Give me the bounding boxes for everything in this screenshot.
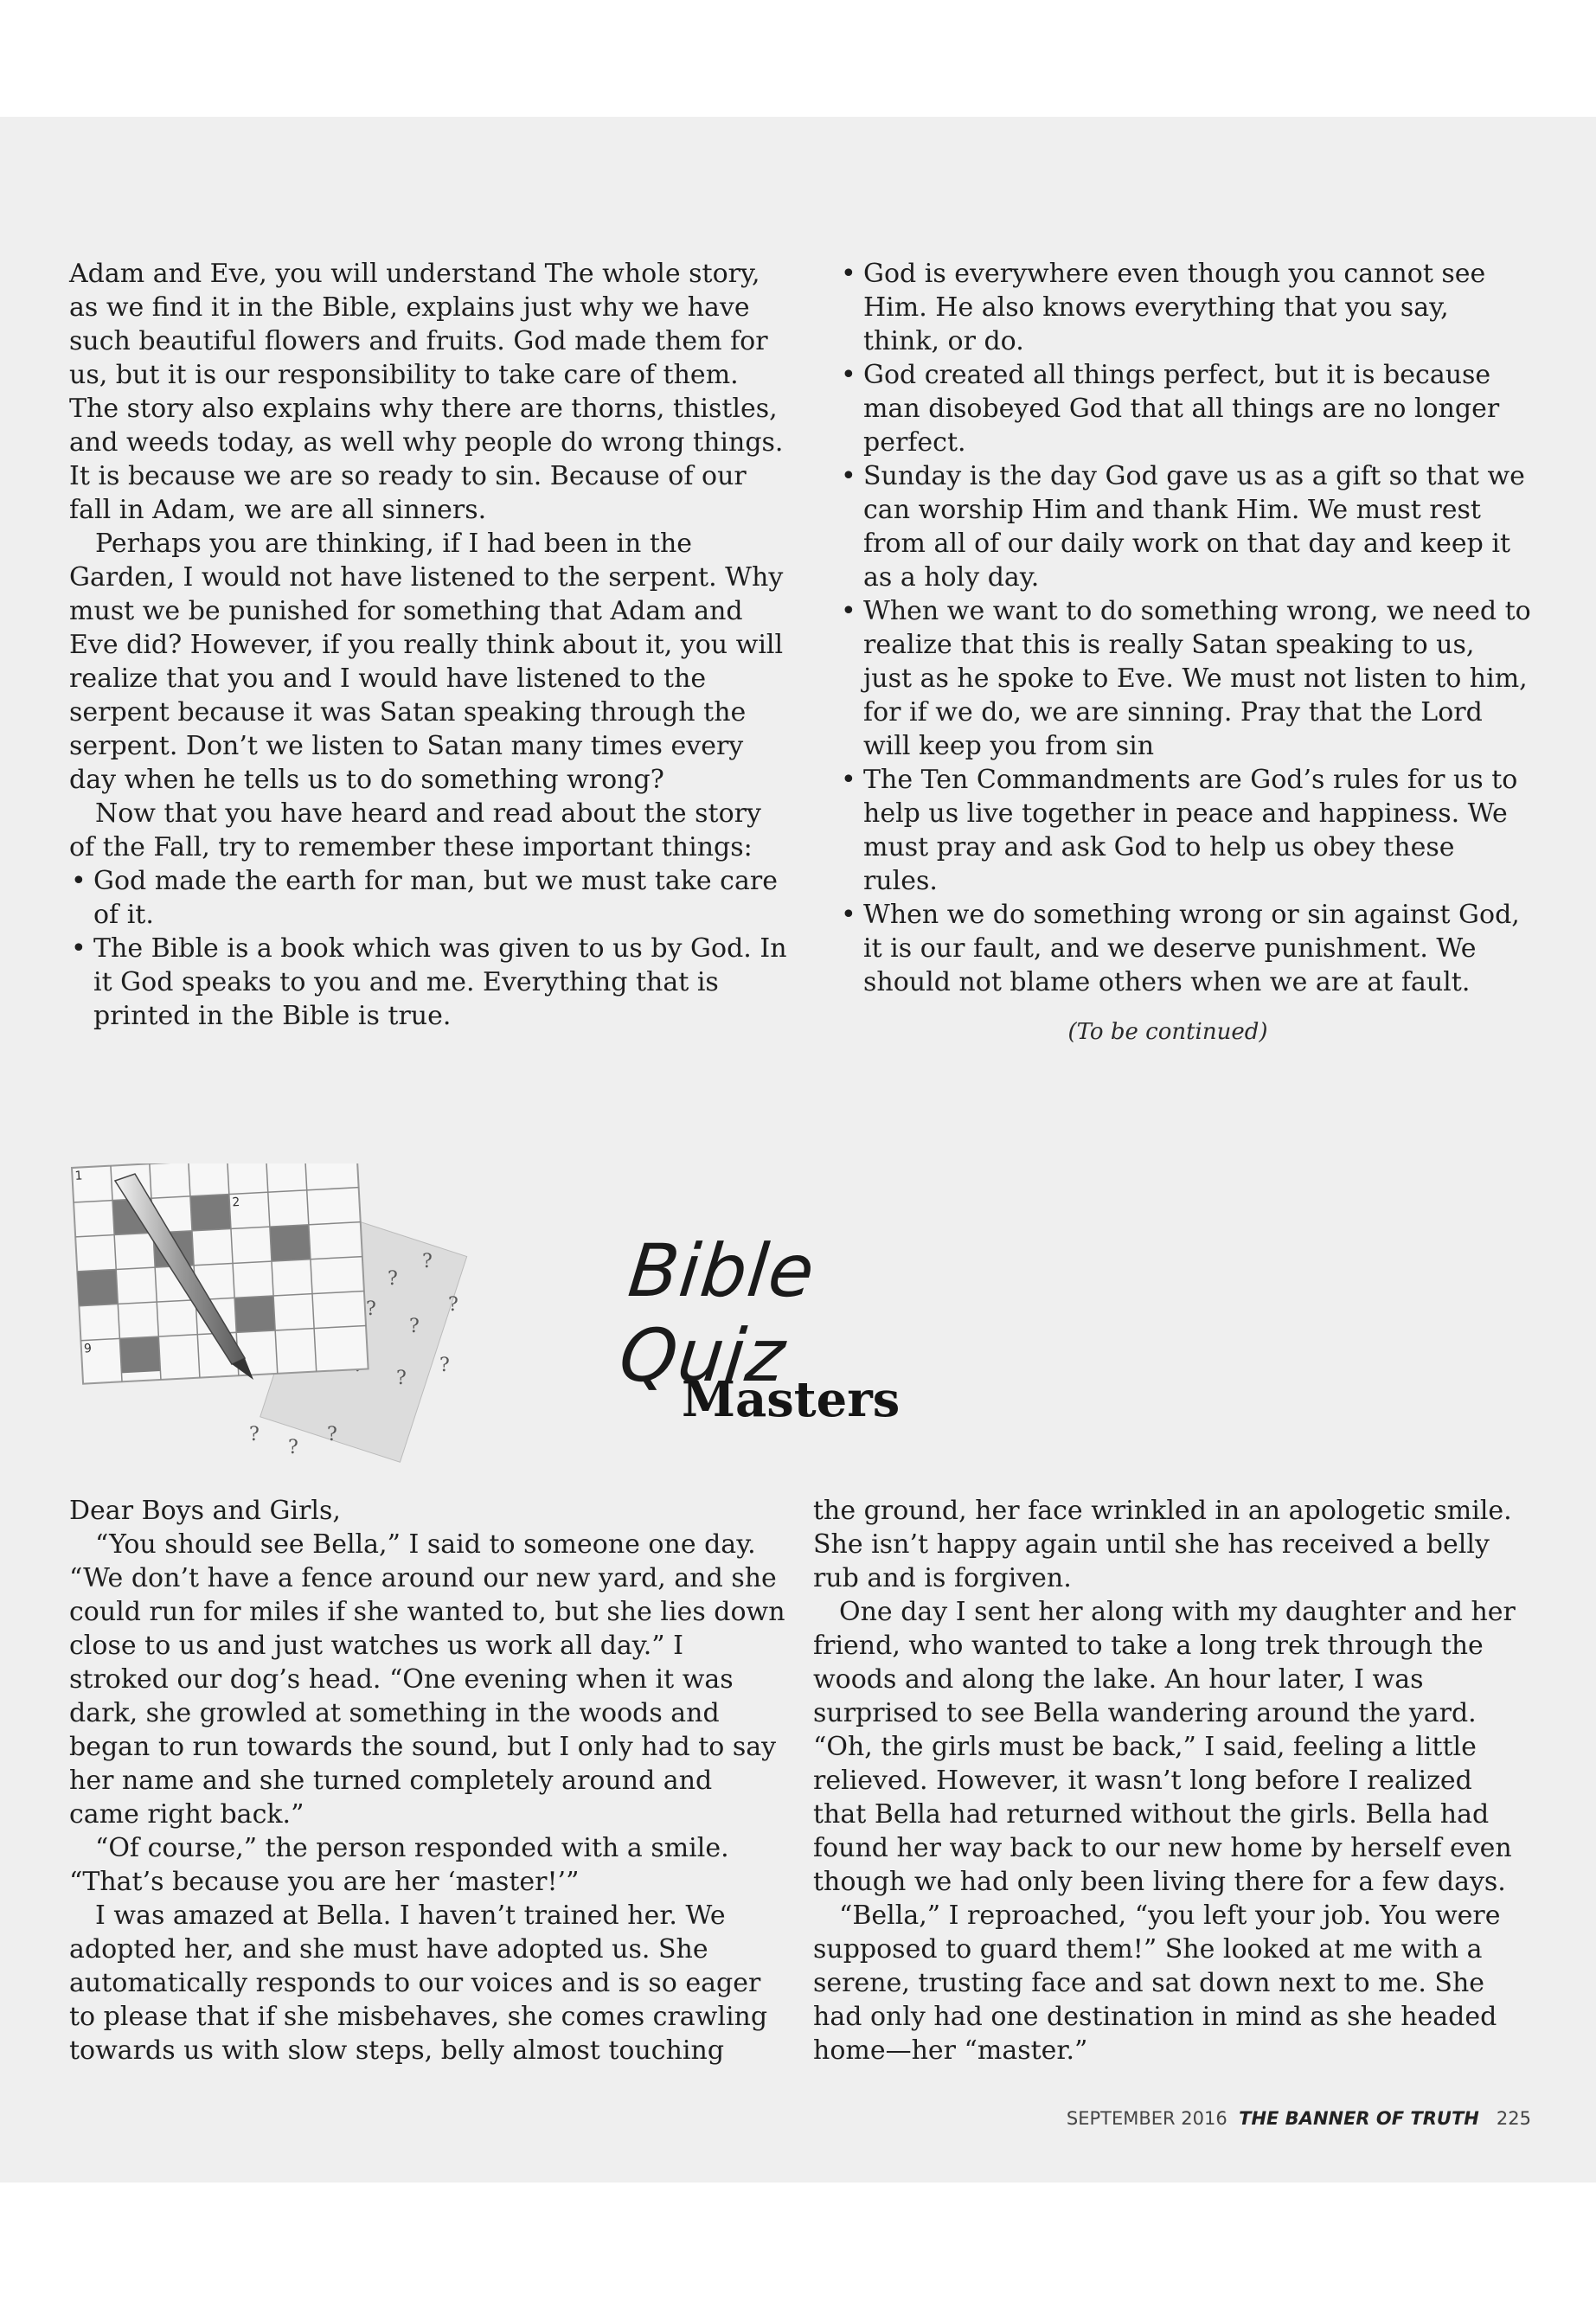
list-item: • When we do something wrong or sin against God, it is our fault, and we deserve punishment. We should not blame others when we are at fault. [841, 900, 1520, 997]
upper-right-column [839, 257, 1531, 999]
list-item: • God created all things perfect, but it is because man disobeyed God that all things are no longer perfect. [841, 360, 1500, 458]
paragraph: Adam and Eve, you will understand The whole story, as we find it in the Bible, explains just why we have such beautiful flowers and fruits. God made them for us, but it is our responsibility to take care of them. The story also explains why there are thorns, thistles, and weeds today, as well why people do wrong things. It is because we are so ready to sin. Because of our fall in Adam, we are all sinners. [69, 259, 784, 525]
list-item: • God made the earth for man, but we must take care of it. [71, 866, 778, 930]
paragraph: Perhaps you are thinking, if I had been in the Garden, I would not have listened to the serpent. Why must we be punished for something that Adam and Eve did? However, if you really think about it, you will realize that you and I would have listened to the serpent because it was Satan speaking through the serpent. Don’t we listen to Satan many times every day when he tells us to do something wrong? [69, 529, 784, 795]
bullet-icon: • [71, 933, 87, 964]
bullet-icon: • [841, 259, 856, 289]
crossword-grid [72, 1163, 369, 1384]
bullet-icon: • [71, 866, 87, 896]
bullet-icon: • [841, 900, 856, 930]
paragraph: Now that you have heard and read about the story of the Fall, try to remember these important things: [69, 798, 761, 862]
bullet-list [839, 257, 1531, 999]
bullet-list [69, 864, 787, 1033]
lower-left-column [69, 1494, 787, 2067]
paragraph: the ground, her face wrinkled in an apologetic smile. She isn’t happy again until she has received a belly rub and is forgiven. [813, 1496, 1512, 1593]
list-item: • Sunday is the day God gave us as a gift so that we can worship Him and thank Him. We must rest from all of our daily work on that day and keep it as a holy day. [841, 461, 1525, 593]
salutation: Dear Boys and Girls, [69, 1496, 341, 1526]
page-footer [1021, 2108, 1531, 2129]
question-mark-icon: ? [409, 1316, 420, 1337]
paragraph: I was amazed at Bella. I haven’t trained her. We adopted her, and she must have adopted us. She automatically responds to our voices and is so eager to please that if she misbehaves, she comes crawling towards us with slow steps, belly almost touching [69, 1900, 768, 2066]
bullet-icon: • [841, 765, 856, 795]
page-number: 225 [1496, 2108, 1531, 2129]
question-mark-icon: ? [366, 1298, 376, 1320]
bullet-icon: • [841, 596, 856, 626]
paragraph: “You should see Bella,” I said to someone one day. “We don’t have a fence around our new yard, and she could run for miles if she wanted to, but she lies down close to us and just watches us work all day.” I stroked our dog’s head. “One evening when it was dark, she growled at something in the woods and began to run towards the sound, but I only had to say her name and she turned completely around and came right back.” [69, 1529, 785, 1830]
question-mark-icon: ? [327, 1424, 337, 1445]
lower-right-column [813, 1494, 1531, 2067]
list-item: • The Ten Commandments are God’s rules for us to help us live together in peace and happiness. We must pray and ask God to help us obey these rules. [841, 765, 1518, 896]
question-mark-icon: ? [388, 1268, 398, 1290]
paragraph: “Bella,” I reproached, “you left your job. You were supposed to guard them!” She looked at me with a serene, trusting face and sat down next to me. She had only had one destination in mind as she headed home—her “master.” [813, 1900, 1501, 2066]
question-mark-icon: ? [448, 1294, 458, 1316]
magazine-name: THE BANNER OF TRUTH [1239, 2108, 1479, 2129]
crossword-number: 2 [231, 1195, 240, 1210]
crossword-pen-illustration [67, 1163, 517, 1475]
paragraph: One day I sent her along with my daughter and her friend, who wanted to take a long trek through the woods and along the lake. An hour later, I was surprised to see Bella wandering around the yard. “Oh, the girls must be back,” I said, feeling a little relieved. However, it wasn’t long before I realized that Bella had returned without the girls. Bella had found her way back to our new home by herself even though we had only been living there for a few days. [813, 1597, 1516, 1897]
quiz-subtitle: Masters [682, 1371, 901, 1428]
to-be-continued-note: (To be continued) [1067, 1019, 1268, 1045]
bullet-icon: • [841, 461, 856, 491]
question-mark-icon: ? [439, 1355, 450, 1376]
upper-left-column [69, 257, 787, 1033]
question-mark-icon: ? [422, 1251, 433, 1272]
list-item: • The Bible is a book which was given to us by God. In it God speaks to you and me. Everything that is printed in the Bible is true. [71, 933, 787, 1031]
quiz-title: Bible Quiz [615, 1228, 819, 1398]
list-item: • When we want to do something wrong, we need to realize that this is really Satan speaking to us, just as he spoke to Eve. We must not listen to him, for if we do, we are sinning. Pray that the Lord will keep you from sin [841, 596, 1531, 761]
bullet-icon: • [841, 360, 856, 390]
crossword-number: 9 [83, 1342, 93, 1356]
question-mark-icon: ? [396, 1368, 407, 1389]
crossword-number: 1 [74, 1169, 83, 1183]
issue-date: SEPTEMBER 2016 [1066, 2108, 1227, 2129]
paragraph: “Of course,” the person responded with a smile. “That’s because you are her ‘master!’” [69, 1833, 729, 1897]
list-item: • God is everywhere even though you cannot see Him. He also knows everything that you say, think, or do. [841, 259, 1486, 356]
question-mark-icon: ? [249, 1424, 260, 1445]
question-mark-icon: ? [288, 1437, 298, 1458]
